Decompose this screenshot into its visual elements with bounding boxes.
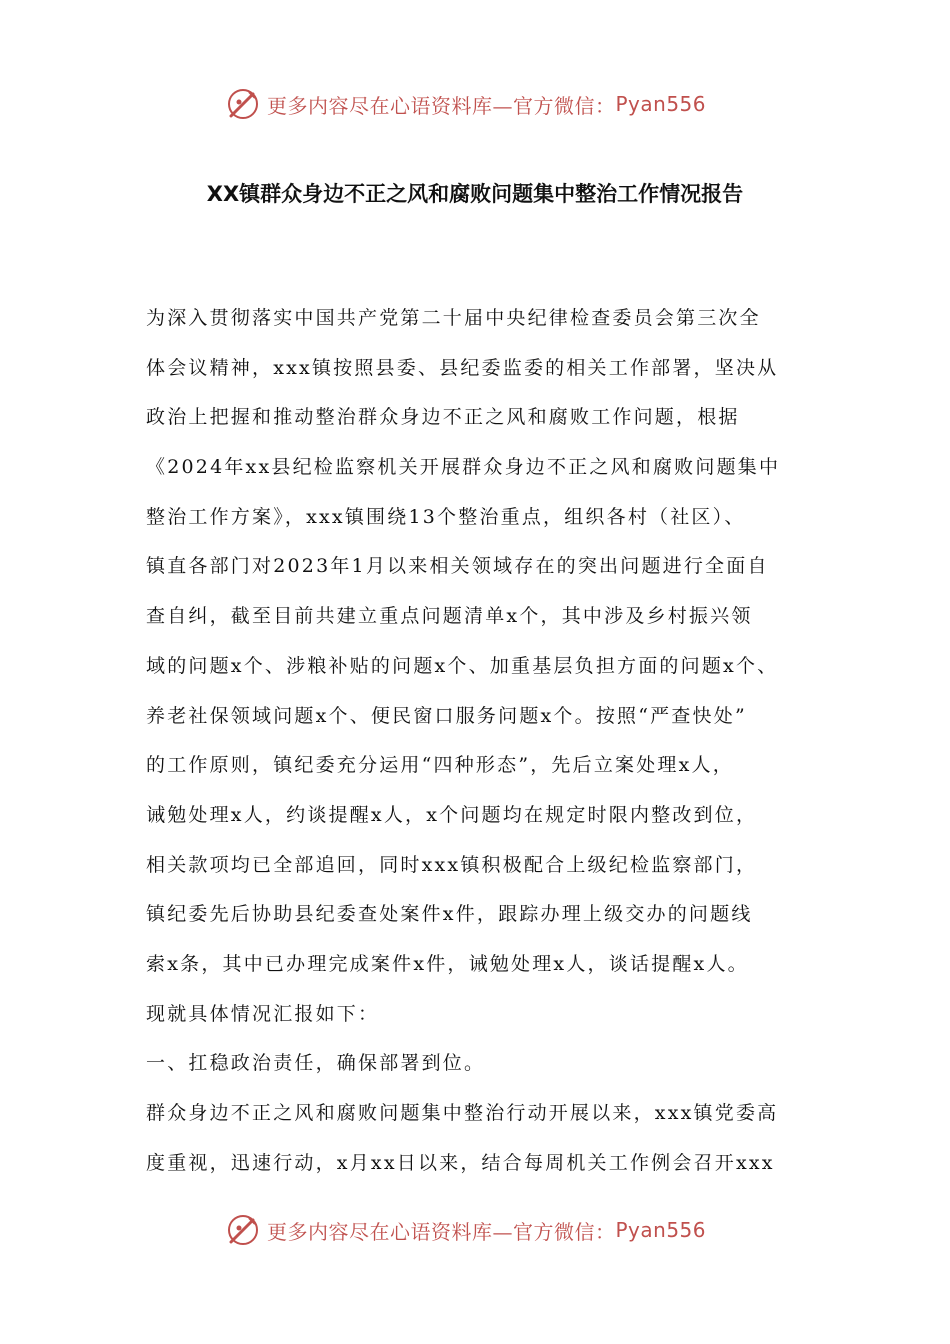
- watermark-header: [225, 84, 706, 124]
- body-line: 体会议精神，xxx镇按照县委、县纪委监委的相关工作部署，坚决从: [146, 356, 779, 379]
- watermark-text: 更多内容尽在心语资料库—官方微信：: [267, 93, 616, 118]
- document-body: [146, 298, 826, 1192]
- body-line: 相关款项均已全部追回，同时xxx镇积极配合上级纪检监察部门，: [146, 853, 758, 876]
- body-line: 整治工作方案》，xxx镇围绕13个整治重点，组织各村（社区）、: [146, 505, 746, 528]
- body-line: 索x条，其中已办理完成案件x件，诫勉处理x人，谈话提醒x人。: [146, 952, 749, 975]
- watermark-wechat-id: Pyan556: [615, 1218, 707, 1242]
- pen-circle-icon: [225, 1212, 261, 1248]
- body-line: 镇纪委先后协助县纪委查处案件x件，跟踪办理上级交办的问题线: [146, 903, 753, 926]
- document-title: XX镇群众身边不正之风和腐败问题集中整治工作情况报告: [206, 182, 744, 206]
- pen-circle-icon: [225, 86, 261, 122]
- body-line: 群众身边不正之风和腐败问题集中整治行动开展以来，xxx镇党委高: [146, 1102, 779, 1124]
- body-line: 为深入贯彻落实中国共产党第二十届中央纪律检查委员会第三次全: [146, 307, 761, 329]
- body-line: 查自纠，截至目前共建立重点问题清单x个，其中涉及乡村振兴领: [146, 605, 753, 628]
- watermark-footer: [225, 1210, 706, 1250]
- body-line: 度重视，迅速行动，x月xx日以来，结合每周机关工作例会召开xxx: [146, 1151, 775, 1174]
- watermark-text: 更多内容尽在心语资料库—官方微信：: [267, 1219, 616, 1244]
- body-line: 养老社保领域问题x个、便民窗口服务问题x个。按照“严查快处”: [146, 704, 747, 727]
- body-line: 镇直各部门对2023年1月以来相关领域存在的突出问题进行全面自: [146, 555, 769, 578]
- section-heading: 一、扛稳政治责任，确保部署到位。: [146, 1052, 486, 1075]
- body-line: 诫勉处理x人，约谈提醒x人，x个问题均在规定时限内整改到位，: [146, 803, 758, 826]
- body-line: 的工作原则，镇纪委充分运用“四种形态”，先后立案处理x人，: [146, 754, 734, 777]
- body-line: 现就具体情况汇报如下：: [146, 1002, 380, 1025]
- body-line: 域的问题x个、涉粮补贴的问题x个、加重基层负担方面的问题x个、: [146, 654, 779, 677]
- body-line: 《2024年xx县纪检监察机关开展群众身边不正之风和腐败问题集中: [146, 456, 781, 479]
- watermark-wechat-id: Pyan556: [615, 92, 707, 116]
- body-line: 政治上把握和推动整治群众身边不正之风和腐败工作问题，根据: [146, 406, 740, 429]
